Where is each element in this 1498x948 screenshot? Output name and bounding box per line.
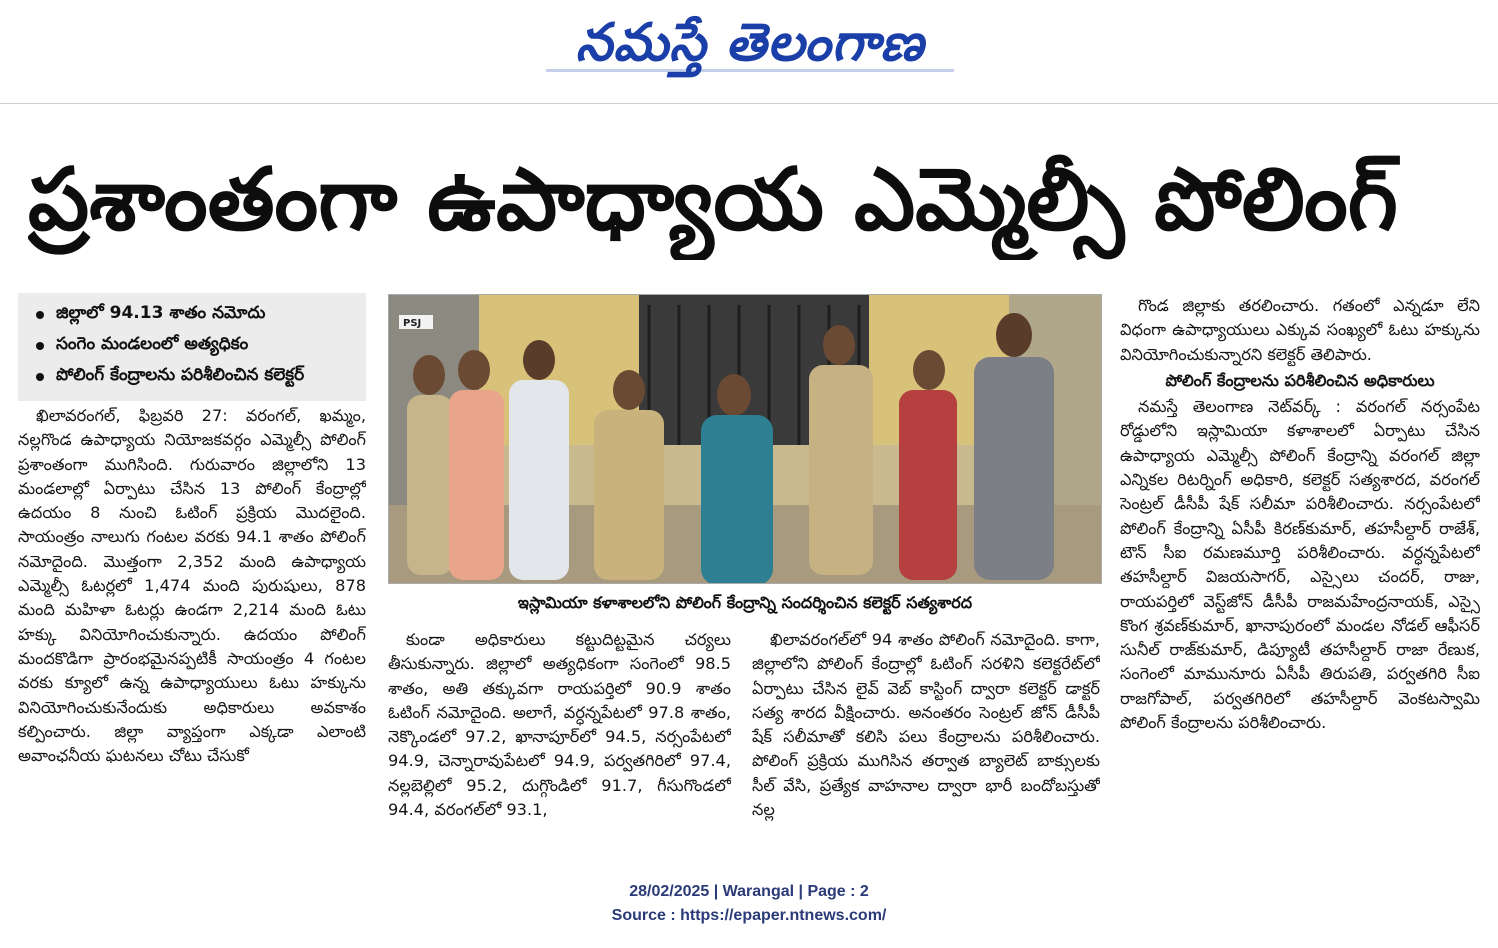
highlight-text: సంగెం మండలంలో అత్యధికం: [56, 333, 249, 354]
bullet-icon: [36, 342, 44, 350]
article-column-left: [18, 404, 366, 854]
masthead: [0, 0, 1498, 104]
highlight-text: జిల్లాలో 94.13 శాతం నమోదు: [56, 302, 266, 323]
photo-illustration: [389, 295, 1102, 584]
article-paragraph: నమస్తే తెలంగాణ నెట్‌వర్క్ : వరంగల్ నర్సంపేట రోడ్డులోని ఇస్లామియా కళాశాలలో ఏర్పాటు చేసిన ఉపాధ్యాయ ఎమ్మెల్సీ పోలింగ్ కేంద్రాన్ని వరంగల్ జిల్లా ఎన్నికల రిటర్నింగ్ అధికారి, కలెక్టర్ సత్యశారద, వరంగల్ సెంట్రల్ డీసీపీ షేక్ సలీమా పరిశీలించారు. నర్సంపేటలో పోలింగ్ కేంద్రాన్ని ఏసీపీ కిరణ్‌కుమార్, తహసీల్దార్ రాజేశ్, టౌన్ సీఐ రమణమూర్తి పరిశీలించారు. వర్ధన్నపేటలో తహసీల్దార్ విజయసాగర్, ఎస్సైలు చందర్, రాజు, రాయపర్తిలో వెస్ట్‌జోన్ డీసీపీ రాజమహేంద్రనాయక్, ఎస్సై కొంగ శ్రవణ్‌కుమార్, ఖానాపురంలో మండల నోడల్ ఆఫీసర్ సునీల్ రాజ్‌కుమార్, డిప్యూటీ తహసీల్దార్ రాజా రేణుక, సంగెంలో మామునూరు ఏసీపీ తిరుపతి, పర్వతగిరి సీఐ రాజగోపాల్, పర్వతగిరిలో తహసీల్దార్ వెంకటస్వామి పోలింగ్ కేంద్రాలను పరిశీలించారు.: [1120, 397, 1480, 733]
footer-source-link[interactable]: Source : https://epaper.ntnews.com/: [611, 907, 887, 924]
article-paragraph: కుండా అధికారులు కట్టుదిట్టమైన చర్యలు తీసుకున్నారు. జిల్లాలో అత్యధికంగా సంగెంలో 98.5 శాతం, అతి తక్కువగా రాయపర్తిలో 90.9 శాతం ఓటింగ్ నమోదైంది. అలాగే, వర్ధన్నపేటలో 97.8 శాతం, నెక్కొండలో 97.2, ఖానాపూర్‌లో 94.5, నర్సంపేటలో 94.9, చెన్నారావుపేటలో 94.9, పర్వతగిరిలో 97.4, నల్లబెల్లిలో 95.2, దుగ్గొండిలో 91.7, గీసుగొండలో 94.4, వరంగల్‌లో 93.1,: [388, 630, 731, 820]
article-paragraph: గొండ జిల్లాకు తరలించారు. గతంలో ఎన్నడూ లేని విధంగా ఉపాధ్యాయులు ఎక్కువ సంఖ్యలో ఓటు హక్కును వినియోగించుకున్నారని కలెక్టర్ తెలిపారు.: [1120, 296, 1480, 364]
bullet-icon: [36, 311, 44, 319]
article-paragraph: ఖిలావరంగల్‌లో 94 శాతం పోలింగ్ నమోదైంది. కాగా, జిల్లాలోని పోలింగ్ కేంద్రాల్లో ఓటింగ్ సరళిని కలెక్టరేట్‌లో ఏర్పాటు చేసిన లైవ్ వెబ్ కాస్టింగ్ ద్వారా కలెక్టర్ డాక్టర్ సత్య శారద వీక్షించారు. అనంతరం సెంట్రల్ జోన్ డీసీపీ షేక్ సలీమాతో కలిసి పలు కేంద్రాలను పరిశీలించారు. పోలింగ్ ప్రక్రియ ముగిసిన తర్వాత బ్యాలెట్ బాక్సులకు సీల్ వేసి, ప్రత్యేక వాహనాల ద్వారా భారీ బందోబస్తుతో నల్ల: [752, 630, 1100, 820]
highlights-box: [18, 293, 366, 401]
highlight-item: [26, 361, 358, 392]
newspaper-logo: నమస్తే తెలంగాణ: [540, 8, 960, 78]
highlight-text: పోలింగ్ కేంద్రాలను పరిశీలించిన కలెక్టర్: [56, 364, 305, 385]
photo-sign: PSJ: [403, 318, 422, 329]
article-column-middle-2: [752, 628, 1100, 854]
highlight-item: [26, 299, 358, 330]
headline: ప్రశాంతంగా ఉపాధ్యాయ ఎమ్మెల్సీ పోలింగ్: [28, 150, 1398, 250]
news-photo: [388, 294, 1102, 584]
page-footer: [0, 880, 1498, 928]
article-paragraph: ఖిలావరంగల్, ఫిబ్రవరి 27: వరంగల్, ఖమ్మం, నల్లగొండ ఉపాధ్యాయ నియోజకవర్గం ఎమ్మెల్సీ పోలింగ్ ప్రశాంతంగా ముగిసింది. గురువారం జిల్లాలోని 13 మండలాల్లో ఏర్పాటు చేసిన 13 పోలింగ్ కేంద్రాల్లో ఉదయం 8 నుంచి ఓటింగ్ ప్రక్రియ మొదలైంది. సాయంత్రం నాలుగు గంటల వరకు 94.1 శాతం పోలింగ్ నమోదైంది. మొత్తంగా 2,352 మంది ఉపాధ్యాయ ఎమ్మెల్సీ ఓటర్లలో 1,474 మంది పురుషులు, 878 మంది మహిళా ఓటర్లు ఉండగా 2,214 మంది ఓటు హక్కు వినియోగించుకున్నారు. ఉదయం పోలింగ్ మందకొడిగా ప్రారంభమైనప్పటికీ సాయంత్రం 4 గంటల వరకు క్యూలో ఉన్న ఉపాధ్యాయులు ఓటు హక్కును వినియోగించుకునేందుకు అధికారులు అవకాశం కల్పించారు. జిల్లా వ్యాప్తంగా ఎక్కడా ఎలాంటి అవాంఛనీయ ఘటనలు చోటు చేసుకో: [18, 406, 366, 766]
footer-date-edition: 28/02/2025 | Warangal | Page : 2: [629, 883, 869, 900]
article-subheading: పోలింగ్ కేంద్రాలను పరిశీలించిన అధికారులు: [1165, 370, 1435, 390]
photo-caption: ఇస్లామియా కళాశాలలోని పోలింగ్ కేంద్రాన్ని సందర్శించిన కలెక్టర్ సత్యశారద: [517, 593, 973, 612]
article-column-middle-1: [388, 628, 731, 854]
article-column-right: [1120, 294, 1480, 854]
bullet-icon: [36, 373, 44, 381]
highlight-item: [26, 330, 358, 361]
